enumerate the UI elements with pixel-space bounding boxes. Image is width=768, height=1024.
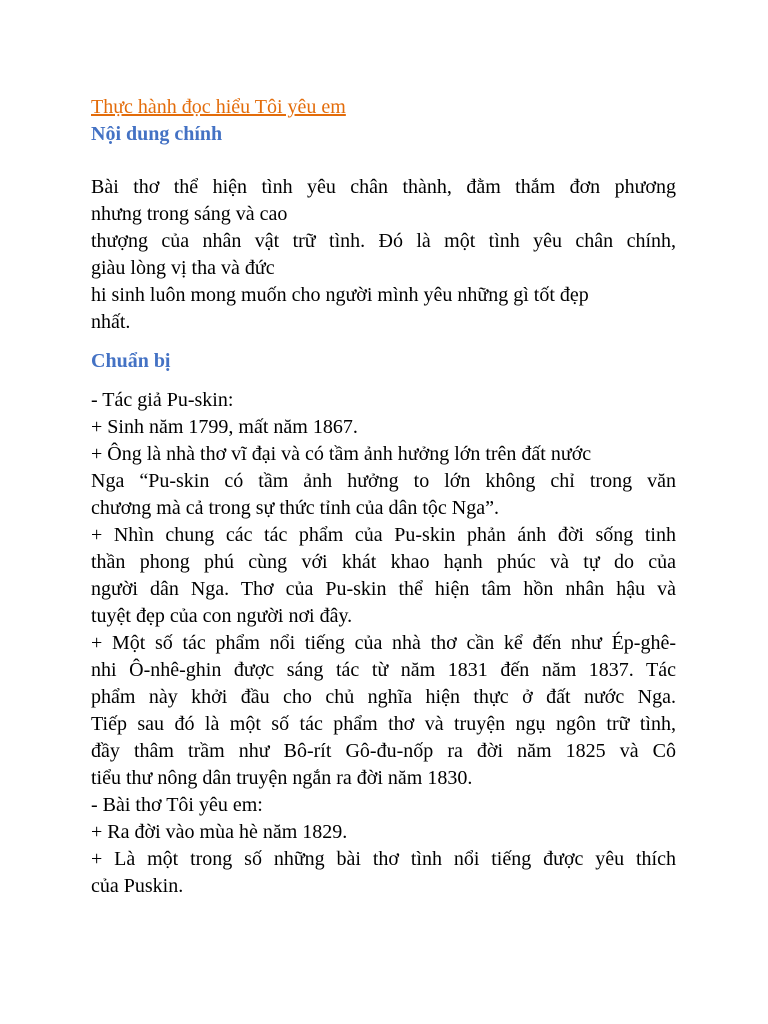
text-line: + Sinh năm 1799, mất năm 1867. <box>91 416 358 438</box>
text-line: tuyệt đẹp của con người nơi đây. <box>91 605 353 627</box>
text-line: + Nhìn chung các tác phẩm của Pu-skin phản ánh đời sống tinh <box>91 524 676 546</box>
text-line: nhi Ô-nhê-ghin được sáng tác từ năm 1831 đến năm 1837. Tác <box>91 659 676 681</box>
paragraph-main-content <box>91 174 676 336</box>
spacer <box>91 148 676 174</box>
section-heading-main-content: Nội dung chính <box>91 123 223 145</box>
text-line: Tiếp sau đó là một số tác phẩm thơ và truyện ngụ ngôn trữ tình, <box>91 713 676 735</box>
text-line: + Là một trong số những bài thơ tình nổi tiếng được yêu thích <box>91 848 676 870</box>
text-line: - Bài thơ Tôi yêu em: <box>91 794 263 816</box>
text-line: Nga “Pu-skin có tầm ảnh hưởng to lớn không chỉ trong văn <box>91 470 676 492</box>
section-heading-preparation: Chuẩn bị <box>91 350 171 372</box>
text-line: tiểu thư nông dân truyện ngắn ra đời năm 1830. <box>91 767 473 789</box>
text-line: giàu lòng vị tha và đức <box>91 257 275 279</box>
text-line: đầy thâm trầm như Bô-rít Gô-đu-nốp ra đời năm 1825 và Cô <box>91 740 676 762</box>
section-main-content <box>91 121 676 336</box>
text-line: thần phong phú cùng với khát khao hạnh phúc và tự do của <box>91 551 676 573</box>
paragraph-preparation <box>91 387 676 900</box>
text-line: thượng của nhân vật trữ tình. Đó là một tình yêu chân chính, <box>91 230 676 252</box>
text-line: Bài thơ thể hiện tình yêu chân thành, đằm thắm đơn phương <box>91 176 676 198</box>
text-line: chương mà cả trong sự thức tỉnh của dân tộc Nga”. <box>91 497 499 519</box>
text-line: nhất. <box>91 311 131 333</box>
text-line: + Một số tác phẩm nổi tiếng của nhà thơ cần kể đến như Ép-ghê- <box>91 632 676 654</box>
title-link[interactable]: Thực hành đọc hiểu Tôi yêu em <box>91 96 346 118</box>
text-line: phẩm này khởi đầu cho chủ nghĩa hiện thực ở đất nước Nga. <box>91 686 676 708</box>
text-line: nhưng trong sáng và cao <box>91 203 288 225</box>
text-line: người dân Nga. Thơ của Pu-skin thể hiện tâm hồn nhân hậu và <box>91 578 676 600</box>
text-line: hi sinh luôn mong muốn cho người mình yêu những gì tốt đẹp <box>91 284 589 306</box>
text-line: + Ông là nhà thơ vĩ đại và có tầm ảnh hưởng lớn trên đất nước <box>91 443 592 465</box>
text-line: - Tác giả Pu-skin: <box>91 389 234 411</box>
section-preparation <box>91 348 676 900</box>
text-line: + Ra đời vào mùa hè năm 1829. <box>91 821 348 843</box>
document-page <box>91 94 676 900</box>
text-line: của Puskin. <box>91 875 184 897</box>
